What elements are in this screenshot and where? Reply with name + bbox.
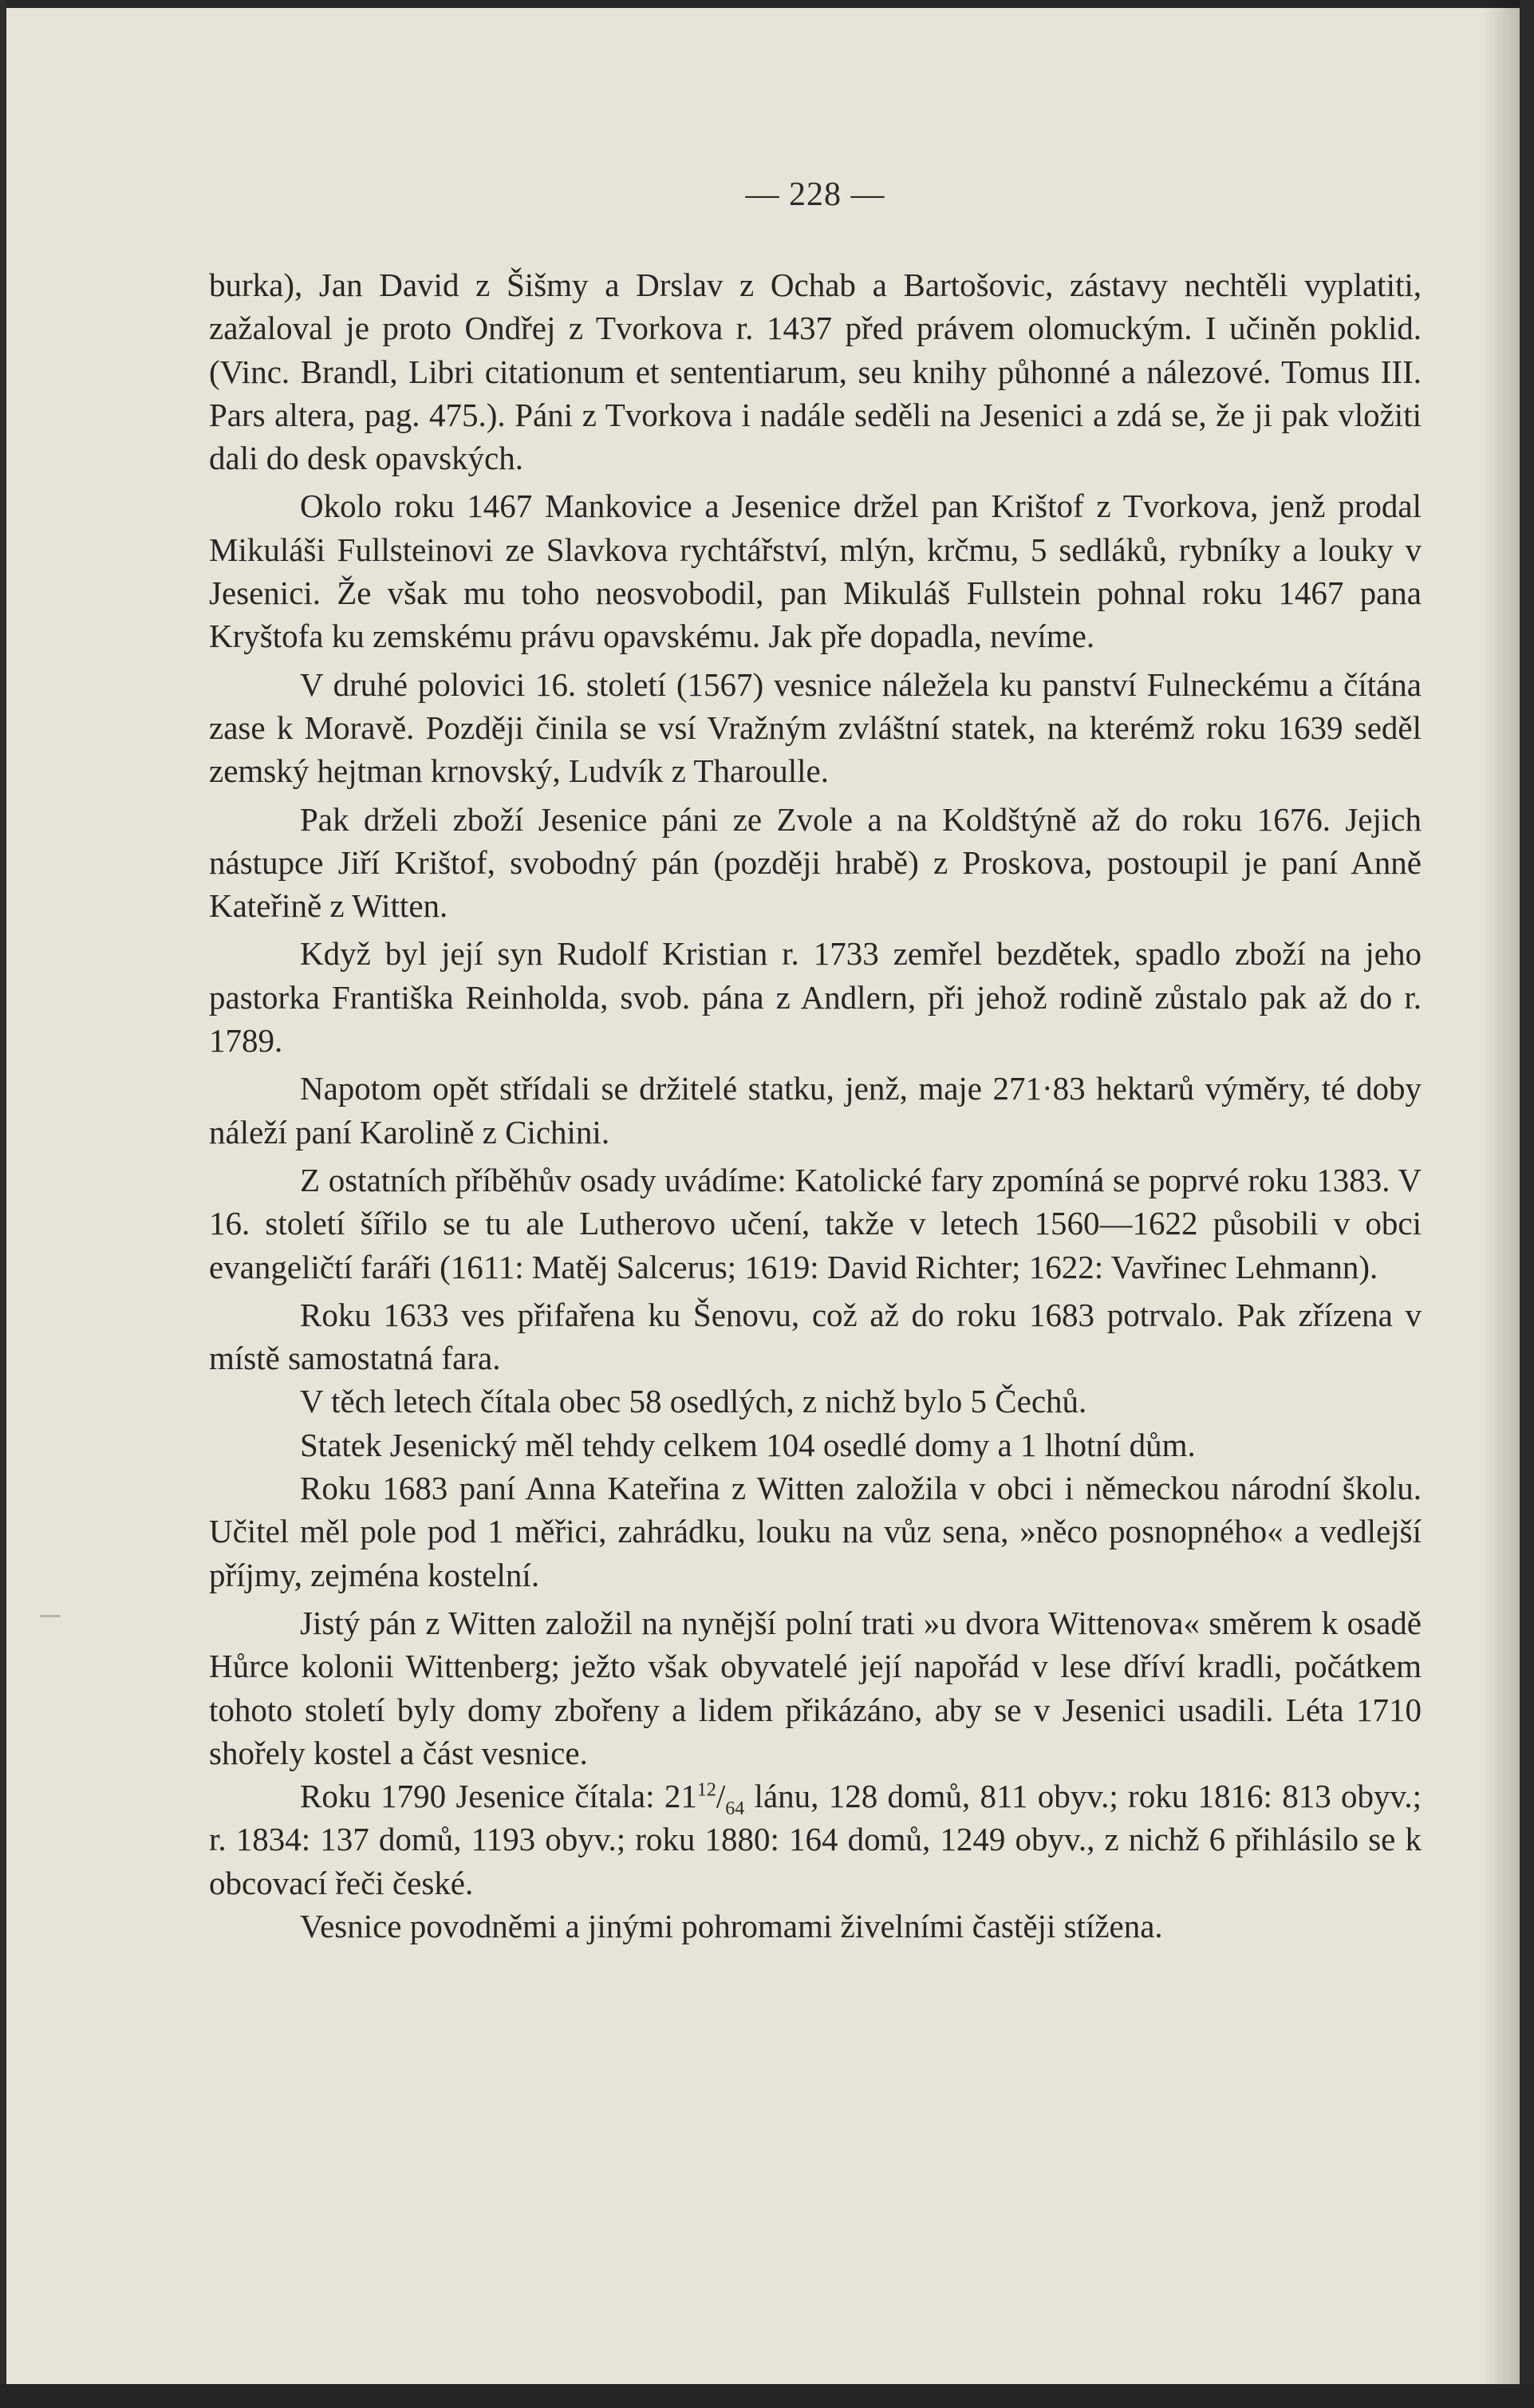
paragraph-14: Vesnice povodněmi a jinými pohromami živelními častěji stížena. (300, 1907, 1163, 1944)
paragraph-6: Napotom opět střídali se držitelé statku, jenž, maje 271·83 hektarů výměry, té doby náleží paní Karolině z Cichini. (209, 1070, 1422, 1151)
paragraph-3: V druhé polovici 16. století (1567) vesnice náležela ku panství Fulneckému a čítána zase k Moravě. Později činila se vsí Vražným zvláštní statek, na kterémž roku 1639 seděl zemský hejtman krnovský, Ludvík z Tharoulle. (209, 665, 1422, 790)
page-body-text (209, 263, 1422, 1948)
fraction-denominator: 64 (725, 1798, 745, 1820)
scan-border-right (1520, 0, 1534, 2408)
scan-border-bottom (0, 2384, 1534, 2408)
scan-border-left (0, 0, 6, 2408)
paragraph-5: Když byl její syn Rudolf Kristian r. 1733 zemřel bezdětek, spadlo zboží na jeho pastorka Františka Reinholda, svob. pána z Andlern, při jehož rodině zůstalo pak až do r. 1789. (209, 935, 1422, 1060)
paragraph-8: Roku 1633 ves přifařena ku Šenovu, což až do roku 1683 potrvalo. Pak zřízena v místě samostatná fara. (209, 1296, 1422, 1377)
paragraph-7: Z ostatních příběhův osady uvádíme: Katolické fary zpomíná se poprvé roku 1383. V 16. století šířilo se tu ale Lutherovo učení, takže v letech 1560—1622 působili v obci evangeličtí faráři (1611: Matěj Salcerus; 1619: David Richter; 1622: Vavřinec Lehmann). (209, 1161, 1422, 1285)
paragraph-11: Roku 1683 paní Anna Kateřina z Witten založila v obci i německou národní školu. Učitel měl pole pod 1 měřici, zahrádku, louku na vůz sena, »něco posnopného« a vedlejší příjmy, zejména kostelní. (209, 1470, 1422, 1593)
paragraph-13 (209, 1774, 1422, 1905)
scan-border-top (0, 0, 1534, 8)
paragraph-13-end: lánu, 128 domů, 811 obyv.; roku 1816: 813 obyv.; r. 1834: 137 domů, 1193 obyv.; roku 1880: 164 domů, 1249 obyv., z nichž 6 přihlásilo se k obcovací řeči české. (209, 1778, 1422, 1901)
paragraph-9: V těch letech čítala obec 58 osedlých, z nichž bylo 5 Čechů. (300, 1383, 1087, 1420)
paragraph-12: Jistý pán z Witten založil na nynější polní trati »u dvora Wittenova« směrem k osadě Hůrce kolonii Wittenberg; ježto však obyvatelé její napořád v lese dříví kradli, počátkem tohoto století byly domy zbořeny a lidem přikázáno, aby se v Jesenici usadili. Léta 1710 shořely kostel a část vesnice. (209, 1604, 1422, 1771)
fraction-numerator: 12 (696, 1779, 716, 1801)
paragraph-2: Okolo roku 1467 Mankovice a Jesenice držel pan Krištof z Tvorkova, jenž prodal Mikuláši Fullsteinovi ze Slavkova rychtářství, mlýn, krčmu, 5 sedláků, rybníky a louky v Jesenici. Že však mu toho neosvobodil, pan Mikuláš Fullstein pohnal roku 1467 pana Kryštofa ku zemskému právu opavskému. Jak pře dopadla, nevíme. (209, 488, 1422, 655)
paragraph-10: Statek Jesenický měl tehdy celkem 104 osedlé domy a 1 lhotní dům. (300, 1426, 1196, 1463)
paragraph-4: Pak drželi zboží Jesenice páni ze Zvole a na Koldštýně až do roku 1676. Jejich nástupce Jiří Krištof, svobodný pán (později hrabě) z Proskova, postoupil je paní Anně Kateřině z Witten. (209, 800, 1422, 925)
page-number: — 228 — (745, 176, 885, 213)
fraction: $^{12}/_{64}$ (696, 1778, 745, 1820)
paragraph-13-start: Roku 1790 Jesenice čítala: 21 (300, 1778, 697, 1815)
book-spine-shadow (1482, 0, 1520, 2408)
paragraph-1: burka), Jan David z Šišmy a Drslav z Ochab a Bartošovic, zástavy nechtěli vyplatiti, zažaloval je proto Ondřej z Tvorkova r. 1437 před právem olomuckým. I učiněn poklid. (Vinc. Brandl, Libri citationum et sententiarum, seu knihy půhonné a nálezové. Tomus III. Pars altera, pag. 475.). Páni z Tvorkova i nadále seděli na Jesenici a zdá se, že ji pak vložiti dali do desk opavských. (209, 266, 1422, 477)
margin-mark (40, 1615, 61, 1617)
